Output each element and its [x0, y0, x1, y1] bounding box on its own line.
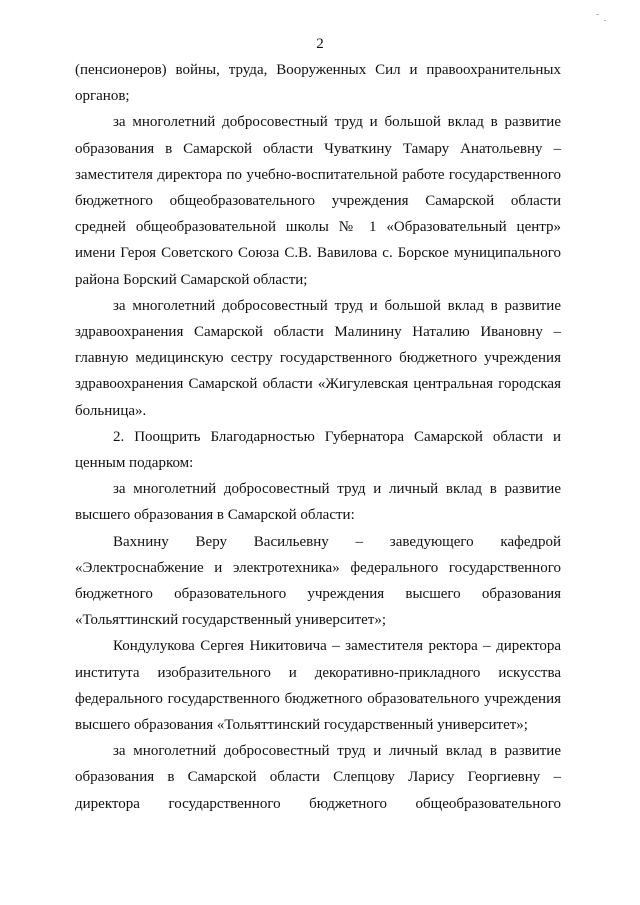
paragraph-5: за многолетний добросовестный труд и личный вклад в развитие высшего образования в Самарской области:: [75, 481, 561, 524]
paragraph-4: 2. Поощрить Благодарностью Губернатора Самарской области и ценным подарком:: [75, 428, 561, 472]
paragraph-8: за многолетний добросовестный труд и личный вклад в развитие образования в Самарской области Слепцову Ларису Георгиевну – директора государственного бюджетного общеобразовательного: [75, 743, 561, 812]
paragraph-2: за многолетний добросовестный труд и большой вклад в развитие образования в Самарской области Чуваткину Тамару Анатольевну – заместителя директора по учебно-воспитательной работе государственного бюджетного общеобразовательного учреждения Самарской области средней общеобразовательной школы № 1 «Образовательный центр» имени Героя Советского Союза С.В. Вавилова с. Борское муниципального района Борский Самарской области;: [75, 114, 561, 288]
paragraph-6: Вахнину Веру Васильевну – заведующего кафедрой «Электроснабжение и электротехника» федерального государственного бюджетного образовательного учреждения высшего образования «Тольяттинский государственный университет»;: [75, 533, 561, 629]
paragraph-1: (пенсионеров) войны, труда, Вооруженных Сил и правоохранительных органов;: [75, 62, 561, 105]
page-number: 2: [316, 36, 324, 52]
document-body: [75, 57, 561, 817]
paragraph-3: за многолетний добросовестный труд и большой вклад в развитие здравоохранения Самарской области Малинину Наталию Ивановну – главную медицинскую сестру государственного бюджетного учреждения здравоохранения Самарской области «Жигулевская центральная городская больница».: [75, 297, 561, 419]
scan-speck: [604, 20, 606, 21]
scan-speck: [596, 14, 599, 15]
paragraph-7: Кондулукова Сергея Никитовича – заместителя ректора – директора института изобразительного и декоративно-прикладного искусства федерального государственного бюджетного образовательного учреждения высшего образования «Тольяттинский государственный университет»;: [75, 638, 561, 734]
